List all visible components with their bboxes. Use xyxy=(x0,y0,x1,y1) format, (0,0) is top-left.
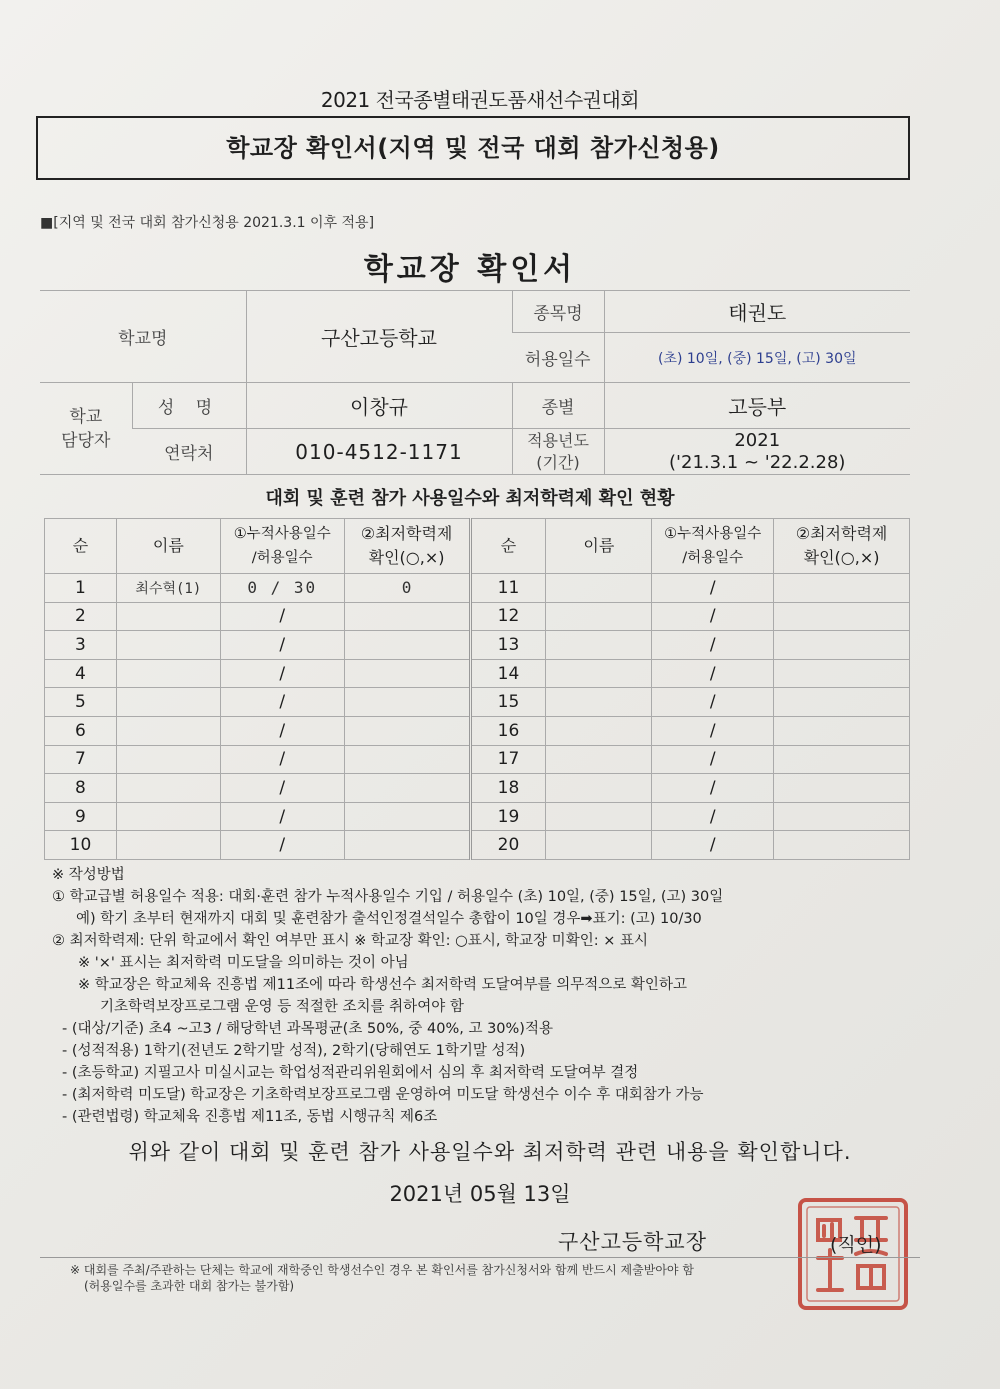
row-days: / xyxy=(652,631,774,660)
row-days: / xyxy=(652,774,774,803)
note-line: - (관련법령) 학교체육 진흥법 제11조, 동법 시행규칙 제6조 xyxy=(62,1109,438,1125)
applicability-note: ■[지역 및 전국 대회 참가신청용 2021.3.1 이후 적용] xyxy=(40,215,375,231)
row-academic xyxy=(774,716,910,745)
row-academic xyxy=(774,659,910,688)
row-academic xyxy=(774,802,910,831)
row-days: / xyxy=(652,745,774,774)
row-days: / xyxy=(652,602,774,631)
note-line: 기초학력보장프로그램 운영 등 적절한 조치를 취하여야 함 xyxy=(100,999,464,1015)
row-academic xyxy=(344,631,470,660)
header-academic: ②최저학력제 확인(○,×) xyxy=(344,519,470,574)
table-row xyxy=(45,659,910,688)
event-type-value: 태권도 xyxy=(604,291,910,333)
row-days: / xyxy=(220,602,344,631)
main-title-box xyxy=(36,116,910,180)
header-name: 이름 xyxy=(116,519,220,574)
row-name xyxy=(546,774,652,803)
row-name xyxy=(116,774,220,803)
row-no: 14 xyxy=(470,659,546,688)
table-row xyxy=(45,745,910,774)
row-no: 2 xyxy=(45,602,117,631)
row-name xyxy=(116,631,220,660)
row-name xyxy=(546,716,652,745)
contact-name: 이창규 xyxy=(246,383,512,429)
row-academic xyxy=(774,602,910,631)
division-label: 종별 xyxy=(512,383,604,429)
note-line: - (최저학력 미도달) 학교장은 기초학력보장프로그램 운영하여 미도달 학생선수 이수 후 대회참가 가능 xyxy=(62,1087,704,1103)
footnote-line: (허용일수를 초과한 대회 참가는 불가함) xyxy=(84,1279,295,1293)
row-name xyxy=(116,688,220,717)
row-name xyxy=(116,602,220,631)
seal-label: (직인) xyxy=(830,1234,882,1256)
table-row xyxy=(45,831,910,860)
issue-date: 2021년 05월 13일 xyxy=(389,1182,571,1206)
row-no: 11 xyxy=(470,574,546,603)
period-value: ('21.3.1 ~ '22.2.28) xyxy=(669,451,846,473)
row-no: 15 xyxy=(470,688,546,717)
section-title: 대회 및 훈련 참가 사용일수와 최저학력제 확인 현황 xyxy=(265,488,675,509)
row-academic: 0 xyxy=(344,574,470,603)
row-days: / xyxy=(652,659,774,688)
form-title: 학교장 확인서 xyxy=(363,252,577,287)
header-no: 순 xyxy=(45,519,117,574)
table-row xyxy=(45,716,910,745)
division-value: 고등부 xyxy=(604,383,910,429)
divider xyxy=(40,1257,920,1258)
footnote xyxy=(70,1262,694,1294)
row-days: / xyxy=(220,659,344,688)
confirmation-statement: 위와 같이 대회 및 훈련 참가 사용일수와 최저학력 관련 내용을 확인합니다. xyxy=(128,1140,852,1164)
note-line: ※ 학교장은 학교체육 진흥법 제11조에 따라 학생선수 최저학력 도달여부를 의무적으로 확인하고 xyxy=(78,977,687,993)
note-line: ※ '×' 표시는 최저학력 미도달을 의미하는 것이 아님 xyxy=(78,955,409,971)
year-cell xyxy=(604,429,910,475)
row-academic xyxy=(774,574,910,603)
row-no: 9 xyxy=(45,802,117,831)
contact-phone: 010-4512-1171 xyxy=(246,429,512,475)
note-line: ① 학교급별 허용일수 적용: 대회·훈련 참가 누적사용일수 기입 / 허용일수 (초) 10일, (중) 15일, (고) 30일 xyxy=(52,889,724,905)
note-line: - (초등학교) 지필고사 미실시교는 학업성적관리위원회에서 심의 후 최저학력 도달여부 결정 xyxy=(62,1065,639,1081)
header-name: 이름 xyxy=(546,519,652,574)
row-academic xyxy=(344,659,470,688)
row-academic xyxy=(344,831,470,860)
note-line: ② 최저학력제: 단위 학교에서 확인 여부만 표시 ※ 학교장 확인: ○표시, 학교장 미확인: × 표시 xyxy=(52,933,648,949)
row-name xyxy=(546,631,652,660)
row-no: 6 xyxy=(45,716,117,745)
header-days: ①누적사용일수 /허용일수 xyxy=(652,519,774,574)
row-name xyxy=(546,602,652,631)
row-days: 0 / 30 xyxy=(220,574,344,603)
event-title: 2021 전국종별태권도품새선수권대회 xyxy=(320,88,640,112)
row-no: 5 xyxy=(45,688,117,717)
year-value: 2021 xyxy=(734,429,781,451)
table-row xyxy=(45,602,910,631)
row-no: 18 xyxy=(470,774,546,803)
row-days: / xyxy=(652,688,774,717)
row-name xyxy=(116,659,220,688)
row-days: / xyxy=(220,831,344,860)
row-academic xyxy=(344,688,470,717)
footnote-line: ※ 대회를 주최/주관하는 단체는 학교에 재학중인 학생선수인 경우 본 확인서를 참가신청서와 함께 반드시 제출받아야 함 xyxy=(70,1263,694,1277)
writing-instructions xyxy=(52,864,932,1128)
row-days: / xyxy=(652,716,774,745)
row-no: 17 xyxy=(470,745,546,774)
header-days: ①누적사용일수 /허용일수 xyxy=(220,519,344,574)
row-name xyxy=(116,745,220,774)
row-academic xyxy=(774,831,910,860)
row-days: / xyxy=(220,745,344,774)
table-row xyxy=(45,574,910,603)
row-days: / xyxy=(220,688,344,717)
header-academic: ②최저학력제 확인(○,×) xyxy=(774,519,910,574)
row-no: 7 xyxy=(45,745,117,774)
event-type-label: 종목명 xyxy=(512,291,604,333)
row-no: 20 xyxy=(470,831,546,860)
contact-name-label: 성 명 xyxy=(132,383,246,429)
row-no: 1 xyxy=(45,574,117,603)
row-academic xyxy=(774,774,910,803)
row-academic xyxy=(774,688,910,717)
row-name xyxy=(546,802,652,831)
row-name xyxy=(546,574,652,603)
row-academic xyxy=(344,802,470,831)
status-table xyxy=(44,518,910,860)
row-name xyxy=(546,745,652,774)
header-no: 순 xyxy=(470,519,546,574)
table-row xyxy=(45,774,910,803)
row-academic xyxy=(344,602,470,631)
allowed-days-value: (초) 10일, (중) 15일, (고) 30일 xyxy=(604,333,910,383)
row-days: / xyxy=(652,802,774,831)
row-no: 19 xyxy=(470,802,546,831)
row-no: 8 xyxy=(45,774,117,803)
contact-phone-label: 연락처 xyxy=(132,429,246,475)
year-label: 적용년도 (기간) xyxy=(512,429,604,475)
principal-signature-line: 구산고등학교장 xyxy=(558,1230,708,1254)
row-days: / xyxy=(220,802,344,831)
table-row xyxy=(45,802,910,831)
note-line: - (대상/기준) 초4 ~고3 / 해당학년 과목평균(초 50%, 중 40%, 고 30%)적용 xyxy=(62,1021,553,1037)
contact-group-label: 학교 담당자 xyxy=(40,383,132,475)
row-days: / xyxy=(652,574,774,603)
row-days: / xyxy=(220,631,344,660)
note-line: - (성적적용) 1학기(전년도 2학기말 성적), 2학기(당해연도 1학기말 성적) xyxy=(62,1043,526,1059)
row-days: / xyxy=(652,831,774,860)
row-name xyxy=(116,802,220,831)
main-title: 학교장 확인서(지역 및 전국 대회 참가신청용) xyxy=(226,134,720,162)
row-name xyxy=(546,831,652,860)
row-no: 16 xyxy=(470,716,546,745)
info-table xyxy=(40,290,910,475)
row-name xyxy=(546,659,652,688)
row-academic xyxy=(344,745,470,774)
row-no: 12 xyxy=(470,602,546,631)
row-days: / xyxy=(220,716,344,745)
row-no: 4 xyxy=(45,659,117,688)
row-academic xyxy=(774,745,910,774)
row-academic xyxy=(344,774,470,803)
row-name xyxy=(116,716,220,745)
row-no: 13 xyxy=(470,631,546,660)
school-label: 학교명 xyxy=(40,291,246,383)
table-row xyxy=(45,688,910,717)
notes-heading: ※ 작성방법 xyxy=(52,867,125,883)
row-no: 3 xyxy=(45,631,117,660)
row-academic xyxy=(344,716,470,745)
row-name xyxy=(546,688,652,717)
row-days: / xyxy=(220,774,344,803)
school-name: 구산고등학교 xyxy=(246,291,512,383)
row-no: 10 xyxy=(45,831,117,860)
row-name: 최수혁(1) xyxy=(116,574,220,603)
table-row xyxy=(45,631,910,660)
note-line: 예) 학기 초부터 현재까지 대회 및 훈련참가 출석인정결석일수 총합이 10일 경우➡표기: (고) 10/30 xyxy=(76,911,702,927)
row-academic xyxy=(774,631,910,660)
row-name xyxy=(116,831,220,860)
allowed-days-label: 허용일수 xyxy=(512,333,604,383)
